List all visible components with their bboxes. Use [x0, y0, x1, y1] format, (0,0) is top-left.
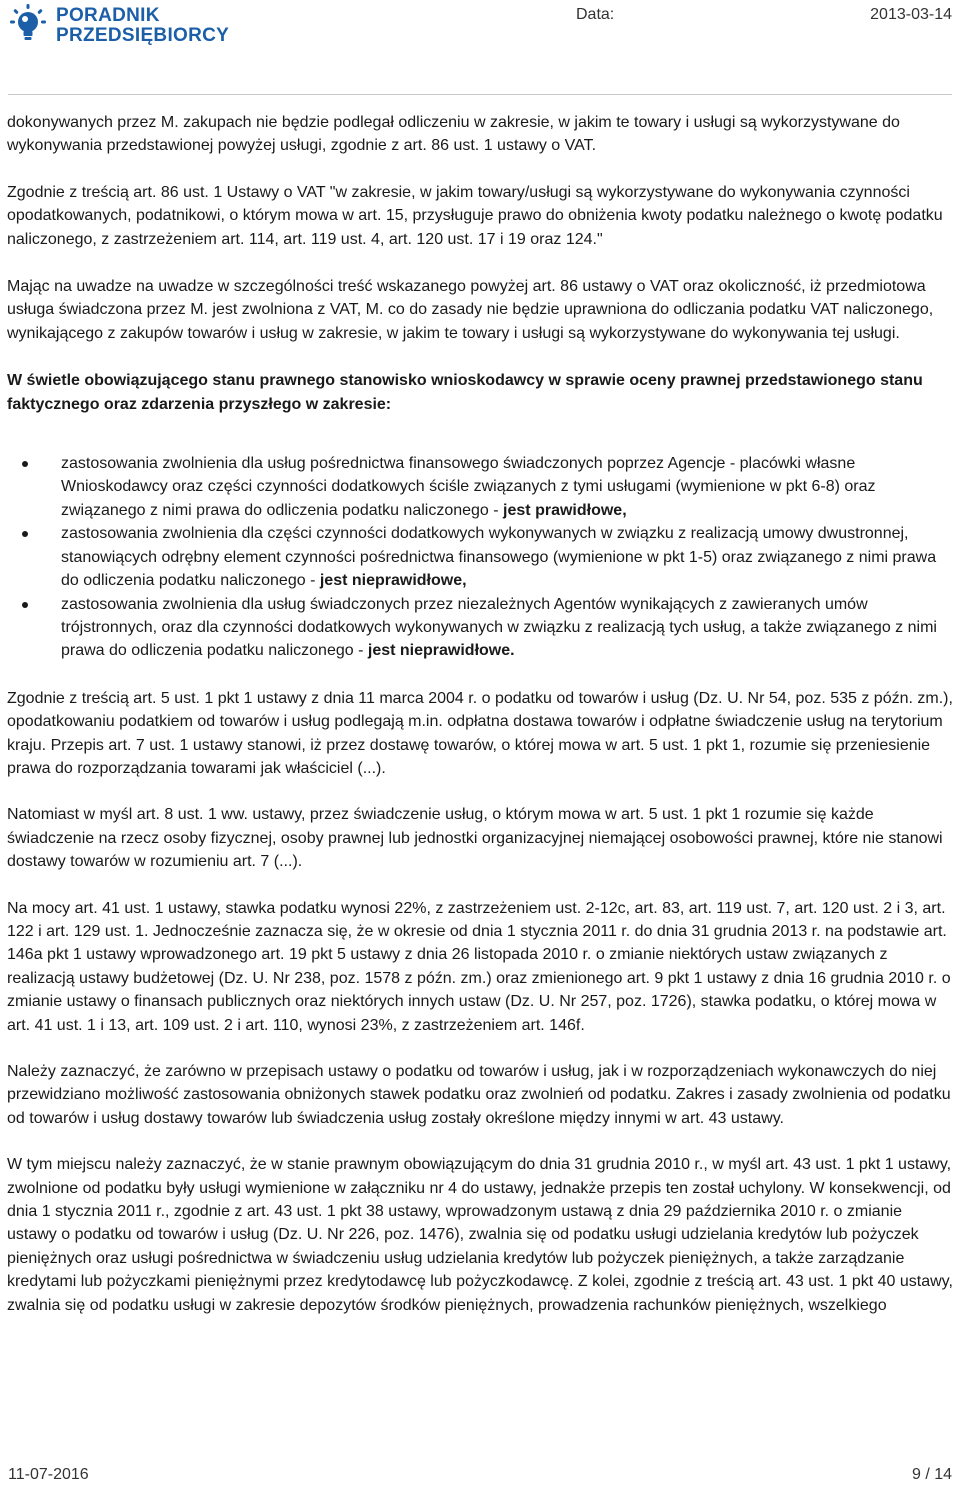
lightbulb-icon: [8, 4, 48, 48]
list-item-text: zastosowania zwolnienia dla usług świadczonych przez niezależnych Agentów wynikających z zawieranych umów trójstronnych, oraz dla czynności dodatkowych wykonywanych w związku z realizacją tych usług, a także związanego z nimi prawa do odliczenia podatku naliczonego -: [61, 595, 937, 660]
paragraph-6: Na mocy art. 41 ust. 1 ustawy, stawka podatku wynosi 22%, z zastrzeżeniem ust. 2-12c, art. 83, art. 119 ust. 7, art. 120 ust. 2 i 3, art. 122 i art. 129 ust. 1. Jednocześnie zaznacza się, że w okresie od dnia 1 stycznia 2011 r. do dnia 31 grudnia 2013 r. na podstawie art. 146a pkt 1 ustawy wprowadzonego art. 19 pkt 5 ustawy z dnia 26 listopada 2010 r. o zmianie niektórych ustaw związanych z realizacją ustawy budżetowej (Dz. U. Nr 238, poz. 1578 z późn. zm.) oraz zmienionego art. 9 pkt 1 ustawy z dnia 16 grudnia 2010 r. o zmianie ustawy o finansach publicznych oraz niektórych innych ustaw (Dz. U. Nr 257, poz. 1726), stawka podatku, o której mowa w art. 41 ust. 1 i 13, art. 109 ust. 2 i art. 110, wynosi 23%, z zastrzeżeniem art. 146f.: [7, 899, 951, 1034]
list-item: [61, 522, 955, 592]
paragraph-2: Zgodnie z treścią art. 86 ust. 1 Ustawy o VAT "w zakresie, w jakim towary/usługi są wykorzystywane do wykonywania czynności opodatkowanych, podatnikowi, o którym mowa w art. 15, przysługuje prawo do obniżenia kwoty podatku należnego o kwotę podatku naliczonego, z zastrzeżeniem art. 114, art. 119 ust. 4, art. 120 ust. 17 i 19 oraz 124.": [7, 183, 943, 248]
logo: [8, 4, 229, 48]
bullet-icon: [22, 602, 28, 608]
page-header: [0, 0, 960, 60]
page-number: 9 / 14: [911, 1466, 952, 1483]
bullet-icon: [22, 461, 28, 467]
date-label: Data:: [576, 6, 615, 23]
footer-date: 11-07-2016: [8, 1466, 89, 1483]
paragraph-8: W tym miejscu należy zaznaczyć, że w stanie prawnym obowiązującym do dnia 31 grudnia 2010 r., w myśl art. 43 ust. 1 pkt 1 ustawy, zwolnione od podatku były usługi wymienione w załączniku nr 4 do ustawy, jednakże przepis ten został uchylony. W konsekwencji, od dnia 1 stycznia 2011 r., zgodnie z art. 43 ust. 1 pkt 38 ustawy, wprowadzonym ustawą z dnia 29 października 2010 r. o zmianie ustawy o podatku od towarów i usług (Dz. U. Nr 226, poz. 1476), zwalnia się od podatku usługi udzielania kredytów lub pożyczek pieniężnych oraz usługi pośrednictwa w świadczeniu usług udzielania kredytów lub pożyczek pieniężnych, a także zarządzanie kredytami lub pożyczkami pieniężnymi przez kredytodawcę lub pożyczkodawcę. Z kolei, zgodnie z treścią art. 43 ust. 1 pkt 40 ustawy, zwalnia się od podatku usługi w zakresie depozytów środków pieniężnych, prowadzenia rachunków pieniężnych, wszelkiego: [7, 1156, 953, 1314]
logo-line-2: PRZEDSIĘBIORCY: [56, 25, 230, 46]
paragraph-7: Należy zaznaczyć, że zarówno w przepisach ustawy o podatku od towarów i usług, jak i w rozporządzeniach wykonawczych do niej przewidziano możliwość zastosowania obniżonych stawek podatku oraz zwolnień od podatku. Zakres i zasady zwolnienia od podatku od towarów i usług dostawy towarów lub świadczenia usług zostały określone między innymi w art. 43 ustawy.: [7, 1063, 951, 1127]
bullet-icon: [22, 531, 28, 537]
logo-wordmark: [56, 6, 229, 46]
list-item-text: zastosowania zwolnienia dla usług pośrednictwa finansowego świadczonych poprzez Agencje - placówki własne Wnioskodawcy oraz części czynności dodatkowych ściśle związanych z tymi usługami (wymienione w pkt 6-8) oraz związanego z nimi prawa do odliczenia podatku naliczonego -: [61, 455, 876, 519]
list-item-text: zastosowania zwolnienia dla części czynności dodatkowych wykonywanych w związku z realizacją umowy dwustronnej, stanowiących odrębny element czynności pośrednictwa finansowego (wymienione w pkt 1-5) oraz związanego z nimi prawa do odliczenia podatku naliczonego -: [61, 525, 937, 590]
section-heading: W świetle obowiązującego stanu prawnego stanowisko wnioskodawcy w sprawie oceny prawnej przedstawionego stanu faktycznego oraz zdarzenia przyszłego w zakresie:: [7, 372, 923, 413]
list-item: [61, 593, 955, 663]
list-item: [61, 452, 955, 522]
paragraph-3: Mając na uwadze na uwadze w szczególności treść wskazanego powyżej art. 86 ustawy o VAT oraz okoliczność, iż przedmiotowa usługa świadczona przez M. jest zwolniona z VAT, M. co do zasady nie będzie uprawniona do odliczania podatku VAT naliczonego, wynikającego z zakupów towarów i usług w zakresie, w jakim te towary i usługi są wykorzystywane do wykonywania tej usługi.: [7, 278, 934, 342]
list-item-verdict: jest prawidłowe,: [503, 501, 627, 519]
paragraph-4: Zgodnie z treścią art. 5 ust. 1 pkt 1 ustawy z dnia 11 marca 2004 r. o podatku od towarów i usług (Dz. U. Nr 54, poz. 535 z późn. zm.), opodatkowaniu podatkiem od towarów i usług podlegają m.in. odpłatna dostawa towarów i odpłatne świadczenie usług na terytorium kraju. Przepis art. 7 ust. 1 ustawy stanowi, iż przez dostawę towarów, o której mowa w art. 5 ust. 1 pkt 1, rozumie się przeniesienie prawa do rozporządzania towarami jak właściciel (...).: [7, 689, 953, 777]
paragraph-5: Natomiast w myśl art. 8 ust. 1 ww. ustawy, przez świadczenie usług, o którym mowa w art. 5 ust. 1 pkt 1 rozumie się każde świadczenie na rzecz osoby fizycznej, osoby prawnej lub jednostki organizacyjnej niemającej osobowości prawnej, które nie stanowi dostawy towarów w rozumieniu art. 7 (...).: [7, 806, 943, 871]
paragraph-1: dokonywanych przez M. zakupach nie będzie podlegał odliczeniu w zakresie, w jakim te towary i usługi są wykorzystywane do wykonywania przedstawionej powyżej usługi, zgodnie z art. 86 ust. 1 ustawy o VAT.: [7, 114, 900, 155]
date-value: 2013-03-14: [870, 6, 952, 23]
article-body: [7, 111, 955, 1340]
list-item-verdict: jest nieprawidłowe,: [319, 572, 467, 590]
header-divider: [8, 94, 952, 95]
verdict-list: [7, 452, 955, 663]
list-item-verdict: jest nieprawidłowe.: [367, 642, 515, 660]
logo-line-1: PORADNIK: [56, 5, 160, 26]
